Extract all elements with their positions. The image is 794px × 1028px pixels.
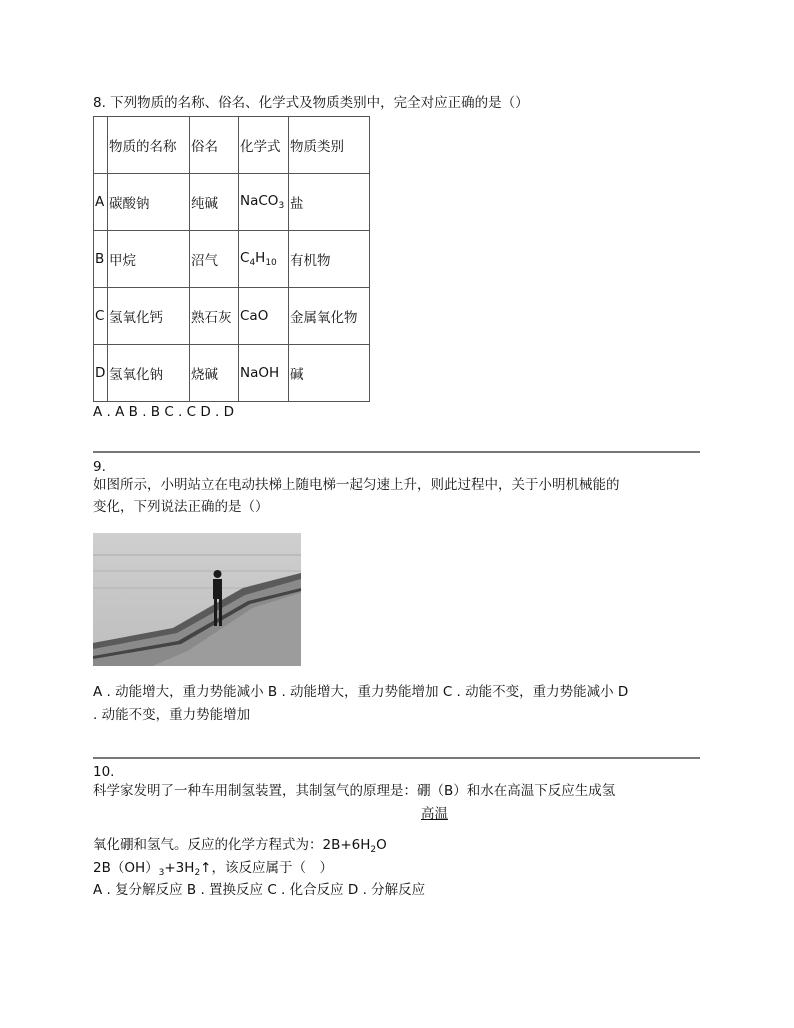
header-cell — [94, 117, 108, 174]
formula-text: C — [240, 250, 250, 266]
q9-options-line2: . 动能不变，重力势能增加 — [93, 707, 251, 723]
formula-subscript: 10 — [265, 258, 277, 268]
divider — [93, 451, 700, 453]
option-letter: D — [94, 345, 108, 402]
common-name: 沼气 — [190, 231, 239, 288]
q10-number: 10. — [93, 764, 115, 780]
chemical-formula — [239, 174, 289, 231]
q9-options-line1: A . 动能增大，重力势能减小 B . 动能增大，重力势能增加 C . 动能不变，重力势能减小 D — [93, 684, 629, 700]
substance-name: 氢氧化钠 — [108, 345, 190, 402]
q10-options: A . 复分解反应 B . 置换反应 C . 化合反应 D . 分解反应 — [93, 882, 426, 898]
header-cell: 俗名 — [190, 117, 239, 174]
q9-number: 9. — [93, 459, 106, 475]
table-row — [94, 288, 370, 345]
category: 有机物 — [289, 231, 370, 288]
q8-table — [93, 116, 370, 402]
q10-stem-line1: 科学家发明了一种车用制氢装置，其制氢气的原理是：硼（B）和水在高温下反应生成氢 — [93, 783, 616, 799]
chemical-formula — [239, 231, 289, 288]
table-row — [94, 231, 370, 288]
table-row — [94, 345, 370, 402]
substance-name: 碳酸钠 — [108, 174, 190, 231]
divider — [93, 757, 700, 759]
equation-text: ↑，该反应属于（ ） — [200, 860, 333, 876]
option-letter: B — [94, 231, 108, 288]
header-cell: 物质的名称 — [108, 117, 190, 174]
table-header-row — [94, 117, 370, 174]
common-name: 熟石灰 — [190, 288, 239, 345]
common-name: 纯碱 — [190, 174, 239, 231]
equation-text: O — [376, 837, 387, 853]
category: 碱 — [289, 345, 370, 402]
category: 盐 — [289, 174, 370, 231]
escalator-photo — [93, 533, 301, 666]
formula-subscript: 3 — [278, 201, 285, 211]
q8-options: A . A B . B C . C D . D — [93, 404, 235, 420]
q9-stem-line2: 变化，下列说法正确的是（） — [93, 499, 269, 515]
reaction-condition: 高温 — [421, 806, 448, 822]
category: 金属氧化物 — [289, 288, 370, 345]
formula-subscript: 4 — [249, 258, 256, 268]
q8-stem: 8. 下列物质的名称、俗名、化学式及物质类别中，完全对应正确的是（） — [93, 95, 529, 111]
header-cell: 化学式 — [239, 117, 289, 174]
option-letter: C — [94, 288, 108, 345]
equation-text: +3H — [164, 860, 195, 876]
header-cell: 物质类别 — [289, 117, 370, 174]
equation-text: 氧化硼和氢气。反应的化学方程式为：2B+6H — [93, 837, 371, 853]
common-name: 烧碱 — [190, 345, 239, 402]
formula-text: NaCO — [240, 193, 279, 209]
formula-subscript: 2 — [194, 868, 201, 878]
formula-text: H — [255, 250, 266, 266]
formula-subscript: 2 — [370, 845, 377, 855]
equation-text: 2B（OH） — [93, 860, 159, 876]
chemical-formula: NaOH — [239, 345, 289, 402]
chemical-formula: CaO — [239, 288, 289, 345]
option-letter: A — [94, 174, 108, 231]
formula-subscript: 3 — [158, 868, 165, 878]
substance-name: 氢氧化钙 — [108, 288, 190, 345]
q9-stem-line1: 如图所示，小明站立在电动扶梯上随电梯一起匀速上升，则此过程中，关于小明机械能的 — [93, 477, 620, 493]
table-row — [94, 174, 370, 231]
substance-name: 甲烷 — [108, 231, 190, 288]
